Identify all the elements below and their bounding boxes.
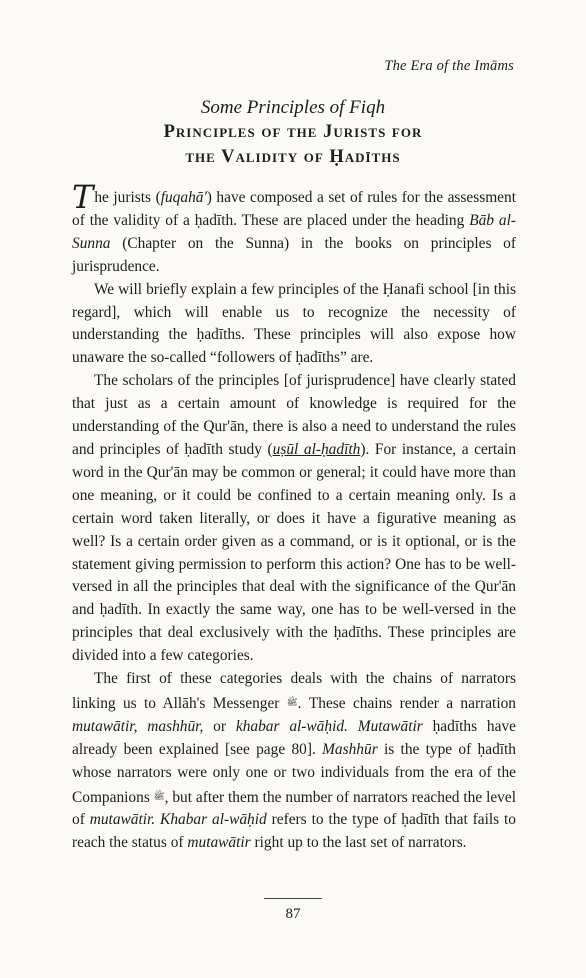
italic-term: uṣūl al-ḥadīth	[272, 440, 361, 458]
italic-term: fuqahā'	[160, 189, 207, 206]
text-run: right up to the last set of narrators.	[250, 834, 467, 852]
paragraph	[72, 279, 516, 371]
text-run: ) have composed a set of rules for the assessment of the validity of a ḥadīth. These are placed under the heading	[72, 189, 516, 229]
drop-cap: T	[72, 178, 94, 216]
paragraph	[72, 668, 516, 855]
salutation-glyph: ﷺ	[286, 696, 298, 707]
italic-term: khabar al-wāḥid. Mutawātir	[235, 717, 423, 735]
italic-term: mutawātir, mashhūr,	[72, 717, 204, 735]
paragraph	[72, 178, 516, 279]
body-text	[72, 178, 517, 855]
section-heading	[40, 96, 546, 170]
text-run: We will briefly explain a few principles of the Ḥanafi school [in this regard], which will enable us to recognize the necessity of understanding the ḥadīths. These principles will also expose how unaware the so-called “followers of ḥadīths” are.	[72, 280, 516, 367]
italic-term: mutawātir. Khabar al-wāḥid	[89, 811, 267, 829]
text-run: is the type of ḥadīth whose narrators were only one or two individuals from the era of the Companions	[72, 740, 517, 806]
page-number: 87	[285, 906, 301, 922]
italic-term: Mashhūr	[322, 740, 378, 758]
text-run: or	[203, 717, 236, 735]
text-run: , but after them the number of narrators reached the level of	[72, 788, 516, 829]
running-header: The Era of the Imāms	[384, 58, 514, 74]
section-title-line-2: the Validity of Ḥadīths	[185, 147, 401, 167]
italic-term: Bāb al-Sunna	[72, 211, 516, 252]
text-run: The first of these categories deals with the chains of narrators linking us to Allāh's Messenger	[72, 670, 516, 712]
italic-term: mutawātir	[187, 834, 251, 852]
paragraph	[72, 370, 516, 668]
section-title-line-1: Principles of the Jurists for	[163, 122, 423, 142]
text-run: (Chapter on the Sunna) in the books on principles of jurisprudence.	[72, 234, 516, 275]
text-run: The scholars of the principles [of jurisprudence] have clearly stated that just as a certain amount of knowledge is required for the understanding of the Qur'ān, there is also a need to understand the rules and principles of ḥadīth study (	[72, 372, 516, 458]
salutation-glyph: ﷺ	[153, 790, 165, 801]
text-run: refers to the type of ḥadīth that fails to reach the status of	[72, 811, 517, 852]
footer-rule	[264, 898, 322, 899]
text-run: ). For instance, a certain word in the Qur'ān may be common or general; it could have more than one meaning, or it could be confined to a certain meaning only. Is a certain word taken literally, or does it have a figurative meaning as well? Is a certain order given as a command, or is it optional, or is the statement giving permission to perform this action? One has to be well-versed in all the principles that deal with the significance of the Qur'ān and ḥadīth. In exactly the same way, one has to be well-versed in the principles that deal exclusively with the ḥadīths. These principles are divided into a few categories.	[72, 440, 517, 665]
text-run: . These chains render a narration	[297, 694, 516, 712]
text-run: ḥadīths have already been explained [see page 80].	[72, 717, 516, 758]
section-subtitle: Some Principles of Fiqh	[200, 97, 386, 118]
text-run: he jurists (	[94, 189, 161, 206]
